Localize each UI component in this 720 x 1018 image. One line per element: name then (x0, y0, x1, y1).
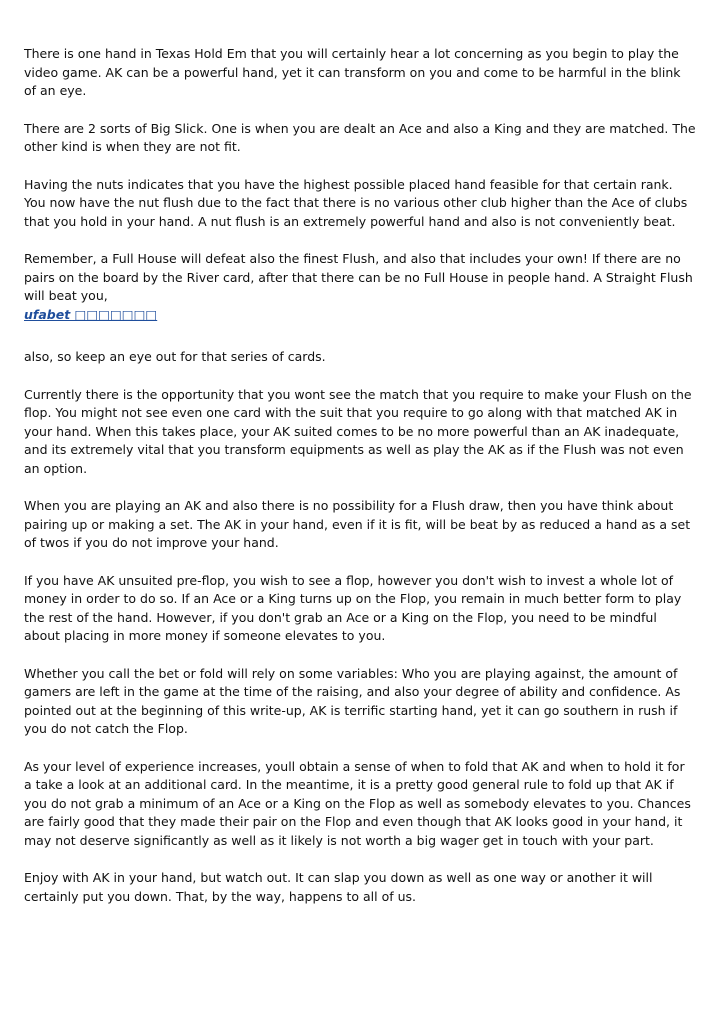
paragraph-1: There is one hand in Texas Hold Em that you will certainly hear a lot concerning as you begin to play the video game. AK can be a powerful hand, yet it can transform on you and come to be harmful in the blink of an eye. (24, 46, 681, 98)
paragraph-8: If you have AK unsuited pre-flop, you wish to see a flop, however you don't wish to invest a whole lot of money in order to do so. If an Ace or a King turns up on the Flop, you remain in much better form to play the rest of the hand. However, if you don't grab an Ace or a King on the Flop, you need to be mindful about placing in more money if someone elevates to you. (24, 572, 682, 643)
paragraph-11: Enjoy with AK in your hand, but watch out. It can slap you down as well as one way or another it will certainly put you down. That, by the way, happens to all of us. (24, 870, 653, 904)
paragraph-6: Currently there is the opportunity that you wont see the match that you require to make your Flush on the flop. You might not see even one card with the suit that you require to go along with that matched AK in your hand. When this takes place, your AK suited comes to be no more powerful than an AK inadequate, and its extremely vital that you transform equipments as well as play the AK as if the Flush was not even an option. (24, 386, 692, 476)
paragraph-5: also, so keep an eye out for that series of cards. (24, 349, 326, 364)
paragraph-4-text: Remember, a Full House will defeat also the finest Flush, and also that includes your own! If there are no pairs on the board by the River card, after that there can be no Full House in people hand. A Straight Flush will beat you, (24, 251, 693, 303)
paragraph-4 (24, 250, 696, 324)
paragraph-7: When you are playing an AK and also there is no possibility for a Flush draw, then you have think about pairing up or making a set. The AK in your hand, even if it is fit, will be beat by as reduced a hand as a set of twos if you do not improve your hand. (24, 498, 691, 550)
document-body (24, 45, 696, 925)
paragraph-9: Whether you call the bet or fold will rely on some variables: Who you are playing against, the amount of gamers are left in the game at the time of the raising, and also your degree of ability and confidence. As pointed out at the beginning of this write-up, AK is terrific starting hand, yet it can go southern in rush if you do not catch the Flop. (24, 665, 681, 736)
ufabet-link[interactable]: ufabet □□□□□□□ (24, 306, 158, 322)
paragraph-3: Having the nuts indicates that you have the highest possible placed hand feasible for that certain rank. You now have the nut flush due to the fact that there is no various other club higher than the Ace of clubs that you hold in your hand. A nut flush is an extremely powerful hand and also is not conveniently beat. (24, 176, 688, 229)
paragraph-2: There are 2 sorts of Big Slick. One is when you are dealt an Ace and also a King and they are matched. The other kind is when they are not fit. (24, 120, 696, 154)
paragraph-10: As your level of experience increases, youll obtain a sense of when to fold that AK and when to hold it for a take a look at an additional card. In the meantime, it is a pretty good general rule to fold up that AK if you do not grab a minimum of an Ace or a King on the Flop as well as somebody elevates to you. Chances are fairly good that they made their pair on the Flop and even though that AK looks good in your hand, it may not deserve significantly as well as it likely is not worth a big wager get in touch with your part. (24, 758, 691, 848)
